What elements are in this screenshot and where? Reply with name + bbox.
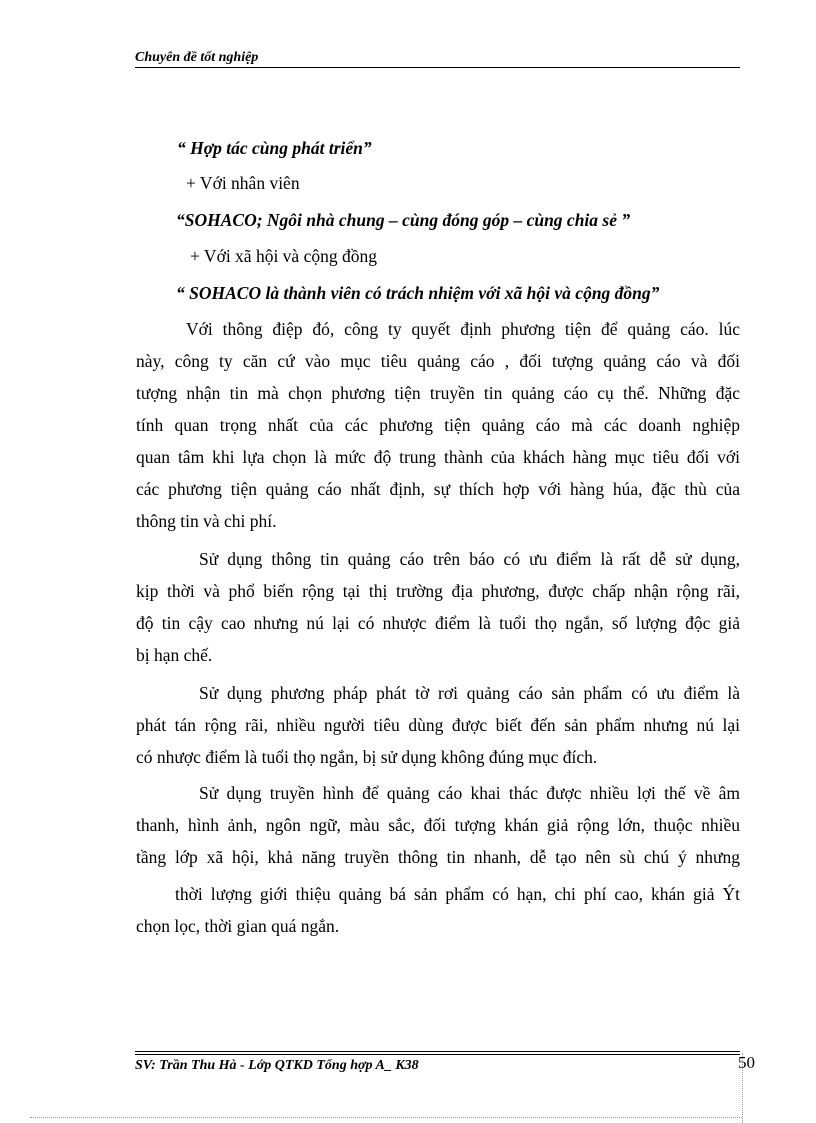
page-number: 50 (738, 1053, 755, 1072)
paragraph-1-line-3: tượng nhận tin mà chọn phương tiện truyền tin quảng cáo cụ thể. Những đặc (136, 383, 740, 403)
paragraph-4-line-5: chọn lọc, thời gian quá ngắn. (136, 916, 340, 936)
slogan-employees: “SOHACO; Ngôi nhà chung – cùng đóng góp – cùng chia sẻ ” (176, 210, 631, 230)
paragraph-1-line-5: quan tâm khi lựa chọn là mức độ trung thành của khách hàng mục tiêu đối với (136, 447, 740, 467)
paragraph-4-line-4: thời lượng giới thiệu quảng bá sản phẩm có hạn, chi phí cao, khán giả Ýt (175, 884, 740, 904)
paragraph-1-line-4: tính quan trọng nhất của các phương tiện quảng cáo mà các doanh nghiệp (136, 415, 740, 435)
footer-rule-bottom (135, 1054, 740, 1055)
paragraph-4-line-1: Sử dụng truyền hình để quảng cáo khai thác được nhiều lợi thế về âm (199, 783, 740, 803)
paragraph-1-line-7: thông tin và chi phí. (136, 511, 277, 531)
paragraph-4-line-3: tầng lớp xã hội, khả năng truyền thông tin nhanh, dễ tạo nên sù chú ý nhưng (136, 847, 740, 867)
paragraph-1-line-1: Với thông điệp đó, công ty quyết định phương tiện để quảng cáo. lúc (186, 319, 740, 339)
slogan-society: “ SOHACO là thành viên có trách nhiệm với xã hội và cộng đồng” (176, 283, 660, 303)
paragraph-2-line-3: độ tin cậy cao nhưng nú lại có nhược điểm là tuổi thọ ngắn, số lượng độc giả (136, 613, 740, 633)
paragraph-1-line-6: các phương tiện quảng cáo nhất định, sự thích hợp với hàng húa, đặc thù của (136, 479, 740, 499)
paragraph-2-line-1: Sử dụng thông tin quảng cáo trên báo có ưu điểm là rất dễ sử dụng, (199, 549, 740, 569)
bullet-society: + Với xã hội và cộng đồng (190, 246, 377, 266)
paragraph-3-line-1: Sử dụng phương pháp phát tờ rơi quảng cáo sản phẩm có ưu điểm là (199, 683, 740, 703)
running-header: Chuyên đề tốt nghiệp (135, 50, 259, 65)
paragraph-2-line-2: kịp thời và phổ biến rộng tại thị trường địa phương, được chấp nhận rộng rãi, (136, 581, 740, 601)
paragraph-3-line-3: có nhược điểm là tuổi thọ ngắn, bị sử dụng không đúng mục đích. (136, 747, 598, 767)
paragraph-1-line-2: này, công ty căn cứ vào mục tiêu quảng cáo , đối tượng quảng cáo và đối (136, 351, 740, 371)
header-rule (135, 67, 740, 68)
slogan-cooperation: “ Hợp tác cùng phát triển” (177, 138, 372, 158)
running-footer: SV: Trần Thu Hà - Lớp QTKD Tổng hợp A_ K38 (135, 1058, 419, 1073)
bullet-employees: + Với nhân viên (186, 173, 300, 193)
page-margin-dotted-vertical (742, 1053, 743, 1123)
footer-rule-top (135, 1051, 740, 1052)
paragraph-3-line-2: phát tán rộng rãi, nhiều người tiêu dùng được biết đến sản phẩm nhưng nú lại (136, 715, 740, 735)
paragraph-2-line-4: bị hạn chế. (136, 645, 213, 665)
page-margin-dotted-horizontal (30, 1117, 742, 1118)
paragraph-4-line-2: thanh, hình ảnh, ngôn ngữ, màu sắc, đối tượng khán giả rộng lớn, thuộc nhiều (136, 815, 740, 835)
